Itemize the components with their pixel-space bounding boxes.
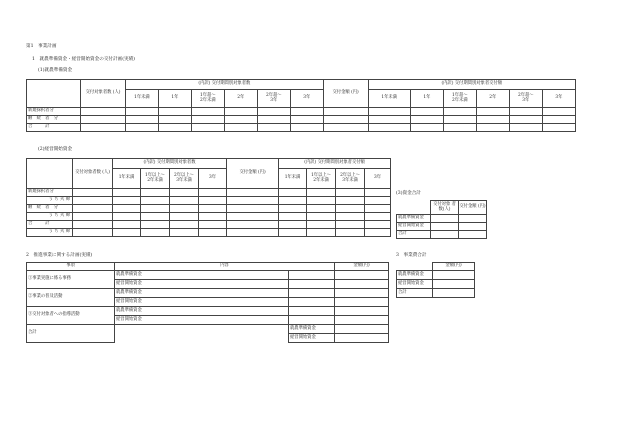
table-cell <box>279 213 307 221</box>
table-cell <box>257 116 290 124</box>
table-cell <box>476 116 509 124</box>
t1-count-period: 3年 <box>290 90 323 108</box>
table-cell <box>335 316 389 325</box>
table-cell <box>170 189 199 197</box>
table-cell <box>227 213 279 221</box>
table-cell <box>158 108 191 116</box>
table-cell <box>141 229 170 237</box>
table-cell <box>257 108 290 116</box>
table-cell <box>257 124 290 132</box>
t1-count-period: 1年未満 <box>125 90 158 108</box>
table-cell <box>158 116 191 124</box>
t3-row-label: 合計 <box>397 231 431 239</box>
table-shunou-junbi <box>26 79 576 132</box>
table-cell <box>307 221 336 229</box>
table-cell <box>307 197 336 205</box>
table-cell <box>224 116 257 124</box>
t2-amount-header: 交付金額 (円) <box>227 159 279 189</box>
t2-row-label: う ち 夫 婦 <box>27 197 73 205</box>
t1-count-group-header: (内訳) 交付期間別対象者数 <box>125 80 323 90</box>
t2-row-label: 合 計 <box>27 221 73 229</box>
s2-total-fund-label: 経営開始資金 <box>289 334 335 343</box>
table-cell <box>227 205 279 213</box>
table-cell <box>199 197 227 205</box>
s2-content-header: 内容 <box>115 263 335 271</box>
table-cell <box>170 213 199 221</box>
s3-row-label: 合計 <box>397 289 433 298</box>
table-cell <box>336 205 365 213</box>
s2-fund-label: 経営開始資金 <box>115 280 289 289</box>
t2-row-label: 新規採択者分 <box>27 189 73 197</box>
t2-row-label: 継 続 者 分 <box>27 205 73 213</box>
table-cell <box>199 205 227 213</box>
table-cell <box>365 197 391 205</box>
table-cell <box>73 189 113 197</box>
s3-amount-header: 金額(円) <box>433 263 475 271</box>
table-cell <box>433 271 475 280</box>
table-cell <box>433 289 475 298</box>
t1-count-period: 2年 <box>224 90 257 108</box>
t1-count-period: 1年超～ 2年未満 <box>191 90 224 108</box>
table-cell <box>279 229 307 237</box>
t1-amount-period: 1年超～ 2年未満 <box>443 90 476 108</box>
s2-fund-label: 就農準備資金 <box>115 307 289 316</box>
table-cell <box>443 124 476 132</box>
t1-row-label: 合 計 <box>27 124 81 132</box>
t2-amount-period: 3年 <box>365 169 391 189</box>
table-cell <box>113 205 141 213</box>
table-fund-total <box>396 200 487 239</box>
table-cell <box>290 116 323 124</box>
table-cell <box>158 124 191 132</box>
t2-row-label: う ち 夫 婦 <box>27 213 73 221</box>
table-cell <box>279 205 307 213</box>
table-cell <box>336 189 365 197</box>
table-cell <box>289 307 335 316</box>
s2-fund-label: 経営開始資金 <box>115 298 289 307</box>
table-cell <box>73 205 113 213</box>
table-cell <box>227 189 279 197</box>
table-cell <box>410 116 443 124</box>
table-cell <box>73 221 113 229</box>
table-cell <box>125 108 158 116</box>
table-cell <box>307 229 336 237</box>
table-cell <box>224 124 257 132</box>
table-cell <box>289 298 335 307</box>
table2-heading: (2)経営開始資金 <box>38 147 73 152</box>
table1-heading: (1)就農準備資金 <box>38 68 73 73</box>
s2-total-label: 合計 <box>27 325 115 343</box>
table-cell <box>224 108 257 116</box>
t2-amount-group-header: (内訳) 交付期間別対象者交付額 <box>279 159 391 169</box>
table-cell <box>141 205 170 213</box>
table-cell <box>227 221 279 229</box>
s3-row-label: 経営開始資金 <box>397 280 433 289</box>
table-cell <box>335 334 389 343</box>
table-cell <box>113 229 141 237</box>
s2-item-header: 事項 <box>27 263 115 271</box>
table-cell <box>170 221 199 229</box>
table-cell <box>323 124 368 132</box>
table-cell <box>170 229 199 237</box>
t2-amount-period: 1年以上～ 2年未満 <box>307 169 336 189</box>
s3-row-label: 就農準備資金 <box>397 271 433 280</box>
table-cell <box>289 316 335 325</box>
table-cell <box>365 205 391 213</box>
table-cell <box>335 298 389 307</box>
table-cell <box>113 213 141 221</box>
table-cell <box>199 213 227 221</box>
table-cell <box>431 231 459 239</box>
t2-amount-period: 1年未満 <box>279 169 307 189</box>
table-promotion-plan <box>26 262 389 343</box>
t2-corner <box>27 159 73 189</box>
table-cell <box>509 108 542 116</box>
t1-count-period: 1年 <box>158 90 191 108</box>
t3-amount-header: 交付金額 (円) <box>459 201 487 215</box>
table-cell <box>443 116 476 124</box>
section2-heading: 2 推進事業に関する計画(実績) <box>26 253 93 258</box>
t1-amount-period: 1年 <box>410 90 443 108</box>
table-project-total <box>396 262 475 298</box>
table-cell <box>336 229 365 237</box>
table-cell <box>336 213 365 221</box>
t3-count-header: 交付対象 者数(人) <box>431 201 459 215</box>
t2-count-period: 1年未満 <box>113 169 141 189</box>
s2-item-label: ③交付対象者への指導活動 <box>27 307 115 325</box>
table-cell <box>170 205 199 213</box>
s2-amount-header: 金額(円) <box>335 263 389 271</box>
table-cell <box>125 116 158 124</box>
table-cell <box>335 325 389 334</box>
t1-corner <box>27 80 81 108</box>
table-cell <box>81 108 126 116</box>
table-cell <box>290 108 323 116</box>
table-cell <box>113 189 141 197</box>
table-cell <box>125 124 158 132</box>
table-cell <box>365 229 391 237</box>
s2-fund-label: 経営開始資金 <box>115 316 289 325</box>
table-cell <box>459 215 487 223</box>
table-cell <box>141 197 170 205</box>
table-cell <box>365 221 391 229</box>
table-cell <box>113 197 141 205</box>
table-cell <box>335 271 389 280</box>
t1-row-label: 新規採択者分 <box>27 108 81 116</box>
s2-total-fund-label: 就農準備資金 <box>289 325 335 334</box>
table-cell <box>542 116 575 124</box>
table-cell <box>113 221 141 229</box>
table-cell <box>368 124 410 132</box>
table-cell <box>307 205 336 213</box>
t2-count-header: 交付対象者数 (人) <box>73 159 113 189</box>
section1-heading: 1 就農準備資金・経営開始資金の交付計画(実績) <box>32 57 135 62</box>
t1-amount-header: 交付金額 (円) <box>323 80 368 108</box>
table-cell <box>397 263 433 271</box>
t2-count-period: 3年 <box>199 169 227 189</box>
table-cell <box>542 124 575 132</box>
s2-item-label: ②事業の普及活動 <box>27 289 115 307</box>
table-cell <box>289 271 335 280</box>
table-cell <box>459 231 487 239</box>
table-cell <box>509 116 542 124</box>
table-cell <box>199 221 227 229</box>
table-cell <box>509 124 542 132</box>
t3-row-label: 経営開始資金 <box>397 223 431 231</box>
table-cell <box>431 223 459 231</box>
t2-count-group-header: (内訳) 交付期間別対象者数 <box>113 159 227 169</box>
table3-heading: (3)資金合計 <box>396 191 421 196</box>
table-cell <box>227 229 279 237</box>
t1-count-period: 2年超～ 3年 <box>257 90 290 108</box>
table-cell <box>397 201 431 215</box>
t1-amount-period: 3年 <box>542 90 575 108</box>
table-cell <box>170 197 199 205</box>
table-cell <box>115 325 289 334</box>
table-cell <box>279 189 307 197</box>
table-cell <box>279 197 307 205</box>
table-cell <box>365 213 391 221</box>
table-cell <box>141 189 170 197</box>
table-cell <box>459 223 487 231</box>
s2-fund-label: 就農準備資金 <box>115 289 289 298</box>
table-cell <box>199 189 227 197</box>
table-cell <box>335 280 389 289</box>
t2-row-label: う ち 夫 婦 <box>27 229 73 237</box>
table-cell <box>289 289 335 298</box>
table-cell <box>323 108 368 116</box>
s2-item-label: ①事業実施に係る事務 <box>27 271 115 289</box>
table-cell <box>199 229 227 237</box>
table-cell <box>73 229 113 237</box>
table-cell <box>431 215 459 223</box>
table-cell <box>191 108 224 116</box>
table-cell <box>336 221 365 229</box>
table-cell <box>81 124 126 132</box>
table-keiei-kaishi <box>26 158 391 237</box>
table-cell <box>115 334 289 343</box>
t2-count-period: 1年以上～ 2年未満 <box>141 169 170 189</box>
t2-amount-period: 2年以上～ 3年未満 <box>336 169 365 189</box>
table-cell <box>476 108 509 116</box>
table-cell <box>336 197 365 205</box>
t1-row-label: 継 続 者 分 <box>27 116 81 124</box>
table-cell <box>141 213 170 221</box>
table-cell <box>368 108 410 116</box>
table-cell <box>443 108 476 116</box>
table-cell <box>323 116 368 124</box>
table-cell <box>73 197 113 205</box>
table-cell <box>227 197 279 205</box>
table-cell <box>191 116 224 124</box>
table-cell <box>307 213 336 221</box>
section3-heading: 3 事業費合計 <box>396 253 427 258</box>
t1-amount-period: 2年超～ 3年 <box>509 90 542 108</box>
document-title: 第1 事業計画 <box>26 44 57 49</box>
table-cell <box>433 280 475 289</box>
table-cell <box>191 124 224 132</box>
t1-amount-period: 2年 <box>476 90 509 108</box>
t2-count-period: 2年以上～ 3年未満 <box>170 169 199 189</box>
table-cell <box>542 108 575 116</box>
table-cell <box>289 280 335 289</box>
table-cell <box>73 213 113 221</box>
s2-fund-label: 就農準備資金 <box>115 271 289 280</box>
table-cell <box>141 221 170 229</box>
table-cell <box>410 108 443 116</box>
t1-amount-period: 1年未満 <box>368 90 410 108</box>
table-cell <box>335 289 389 298</box>
t1-count-header: 交付対象者数 (人) <box>81 80 126 108</box>
table-cell <box>335 307 389 316</box>
table-cell <box>476 124 509 132</box>
t3-row-label: 就農準備資金 <box>397 215 431 223</box>
table-cell <box>410 124 443 132</box>
table-cell <box>368 116 410 124</box>
table-cell <box>290 124 323 132</box>
table-cell <box>279 221 307 229</box>
table-cell <box>307 189 336 197</box>
t1-amount-group-header: (内訳) 交付期間別対象者交付額 <box>368 80 576 90</box>
table-cell <box>81 116 126 124</box>
table-cell <box>365 189 391 197</box>
